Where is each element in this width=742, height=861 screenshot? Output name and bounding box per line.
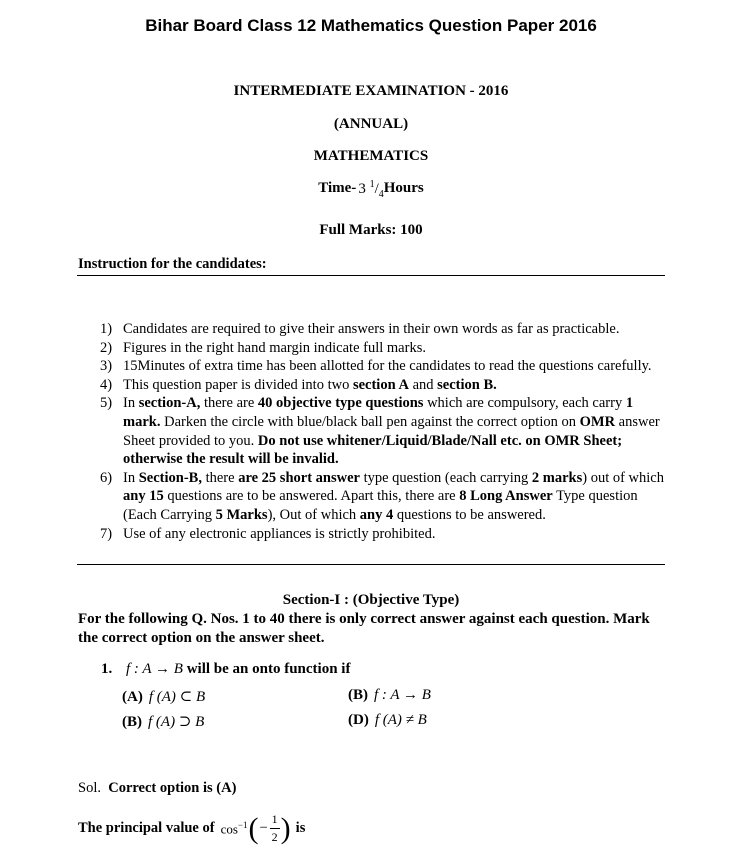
option-c bbox=[122, 712, 204, 731]
question-2-stem bbox=[78, 812, 305, 845]
exam-time bbox=[0, 180, 742, 201]
question-1-stem bbox=[101, 661, 350, 678]
instruction-item bbox=[100, 469, 670, 525]
instruction-text: which are compulsory, each carry bbox=[423, 395, 626, 412]
page-title: Bihar Board Class 12 Mathematics Question Paper 2016 bbox=[145, 16, 597, 35]
solution-answer: Correct option is (A) bbox=[108, 780, 237, 796]
instruction-text: answer Sheet provided to you. bbox=[123, 413, 660, 449]
instruction-number: 4) bbox=[100, 376, 113, 393]
instruction-text: This question paper is divided into two bbox=[123, 376, 353, 393]
instruction-text: 15Minutes of extra time has been allotted for the candidates to read the questions carefully. bbox=[123, 358, 652, 375]
instruction-number: 3) bbox=[100, 358, 113, 375]
minus-sign: − bbox=[259, 820, 268, 836]
question-tail: is bbox=[295, 820, 306, 836]
cos-label: cos bbox=[220, 821, 238, 837]
instruction-text: Do not use whitener/Liquid/Blade/Nall etc. on OMR Sheet; otherwise the result will be invalid. bbox=[123, 432, 623, 468]
instruction-text: Candidates are required to give their answers in their own words as far as practicable. bbox=[123, 321, 620, 337]
instruction-item bbox=[100, 320, 670, 339]
exam-session: (ANNUAL) bbox=[333, 116, 409, 132]
fraction-bar bbox=[270, 828, 280, 829]
question-number: 1. bbox=[101, 661, 113, 677]
time-frac-den: 4 bbox=[378, 189, 384, 200]
instruction-text: there are bbox=[200, 395, 258, 412]
option-d bbox=[348, 712, 427, 729]
instructions-title: Instruction for the candidates: bbox=[78, 256, 267, 272]
instruction-text: Section-B, bbox=[138, 469, 202, 486]
solution-prefix: Sol. bbox=[78, 780, 101, 796]
question-text: The principal value of bbox=[78, 820, 215, 836]
instruction-text: ), Out of which bbox=[267, 506, 360, 523]
section-note: For the following Q. Nos. 1 to 40 there is only correct answer against each question. Mark the correct option on the answer sheet. bbox=[78, 611, 650, 646]
instruction-text: 1 mark. bbox=[123, 395, 634, 430]
instruction-number: 7) bbox=[100, 525, 113, 542]
option-label: (B) bbox=[348, 687, 368, 703]
divider-top bbox=[77, 275, 665, 276]
option-label: (A) bbox=[122, 689, 143, 705]
fraction-num: 1 bbox=[271, 812, 278, 826]
instruction-text: any 15 bbox=[123, 488, 164, 505]
option-label: (D) bbox=[348, 712, 369, 728]
question-text: will be an onto function if bbox=[182, 661, 351, 677]
option-math: f (A) ⊃ B bbox=[148, 714, 205, 730]
instruction-text: section A bbox=[352, 376, 409, 393]
instruction-number: 1) bbox=[100, 321, 113, 337]
instruction-text: In bbox=[123, 469, 139, 486]
instruction-number: 2) bbox=[100, 339, 113, 356]
instruction-text: Type question (Each Carrying bbox=[123, 488, 638, 523]
right-paren: ) bbox=[280, 811, 291, 845]
instruction-text: questions to be answered. bbox=[393, 506, 546, 523]
instruction-item bbox=[100, 525, 670, 544]
fraction-den: 2 bbox=[271, 830, 278, 844]
instruction-number: 5) bbox=[100, 395, 113, 412]
cos-exponent: −1 bbox=[237, 819, 248, 830]
instruction-text: 40 objective type questions bbox=[257, 395, 424, 412]
solution bbox=[78, 780, 236, 797]
instruction-item bbox=[100, 394, 670, 468]
instruction-text: 2 marks bbox=[531, 469, 583, 486]
instruction-text: questions are to be answered. Apart this, there are bbox=[163, 488, 460, 505]
instruction-text: OMR bbox=[579, 413, 616, 430]
subject: MATHEMATICS bbox=[313, 148, 429, 164]
instruction-text: ) out of which bbox=[582, 469, 664, 486]
option-math: f (A) ⊂ B bbox=[148, 689, 206, 705]
section-heading: Section-I : (Objective Type) bbox=[282, 592, 460, 608]
instruction-text: 5 Marks bbox=[215, 506, 268, 523]
time-prefix: Time- bbox=[318, 180, 357, 196]
question-math: f : A → B bbox=[126, 661, 183, 677]
instruction-text: any 4 bbox=[359, 506, 394, 523]
instruction-number: 6) bbox=[100, 469, 113, 486]
option-b bbox=[348, 687, 431, 704]
instruction-text: 8 Long Answer bbox=[459, 488, 553, 505]
instruction-text: and bbox=[408, 376, 438, 393]
instruction-text: type question (each carrying bbox=[359, 469, 532, 486]
cos-function bbox=[221, 820, 248, 837]
instruction-text: there bbox=[201, 469, 239, 486]
left-paren: ( bbox=[248, 811, 259, 845]
instruction-text: In bbox=[123, 395, 139, 412]
option-a bbox=[122, 687, 205, 706]
instruction-item bbox=[100, 357, 670, 376]
instruction-item bbox=[100, 339, 670, 358]
instructions-list bbox=[100, 320, 670, 543]
time-fraction: 3 $^1/_4$ bbox=[358, 179, 384, 200]
time-whole: 3 bbox=[358, 181, 366, 197]
time-frac-num: 1 bbox=[369, 179, 375, 190]
instruction-text: Use of any electronic appliances is strictly prohibited. bbox=[123, 525, 436, 542]
instruction-item bbox=[100, 376, 670, 395]
instruction-text: section B. bbox=[437, 376, 497, 393]
option-label: (B) bbox=[122, 714, 142, 730]
option-math: f (A) ≠ B bbox=[374, 712, 427, 728]
time-suffix: Hours bbox=[383, 180, 424, 196]
instruction-text: Darken the circle with blue/black ball pen against the correct option on bbox=[160, 413, 580, 430]
instruction-text: section-A, bbox=[138, 395, 201, 412]
instruction-text: Figures in the right hand margin indicate full marks. bbox=[123, 339, 426, 356]
instruction-text: are 25 short answer bbox=[238, 469, 360, 486]
divider-bottom bbox=[77, 564, 665, 565]
full-marks: Full Marks: 100 bbox=[319, 222, 423, 238]
exam-name: INTERMEDIATE EXAMINATION - 2016 bbox=[233, 83, 509, 99]
fraction bbox=[270, 812, 280, 845]
option-math: f : A → B bbox=[374, 687, 431, 703]
